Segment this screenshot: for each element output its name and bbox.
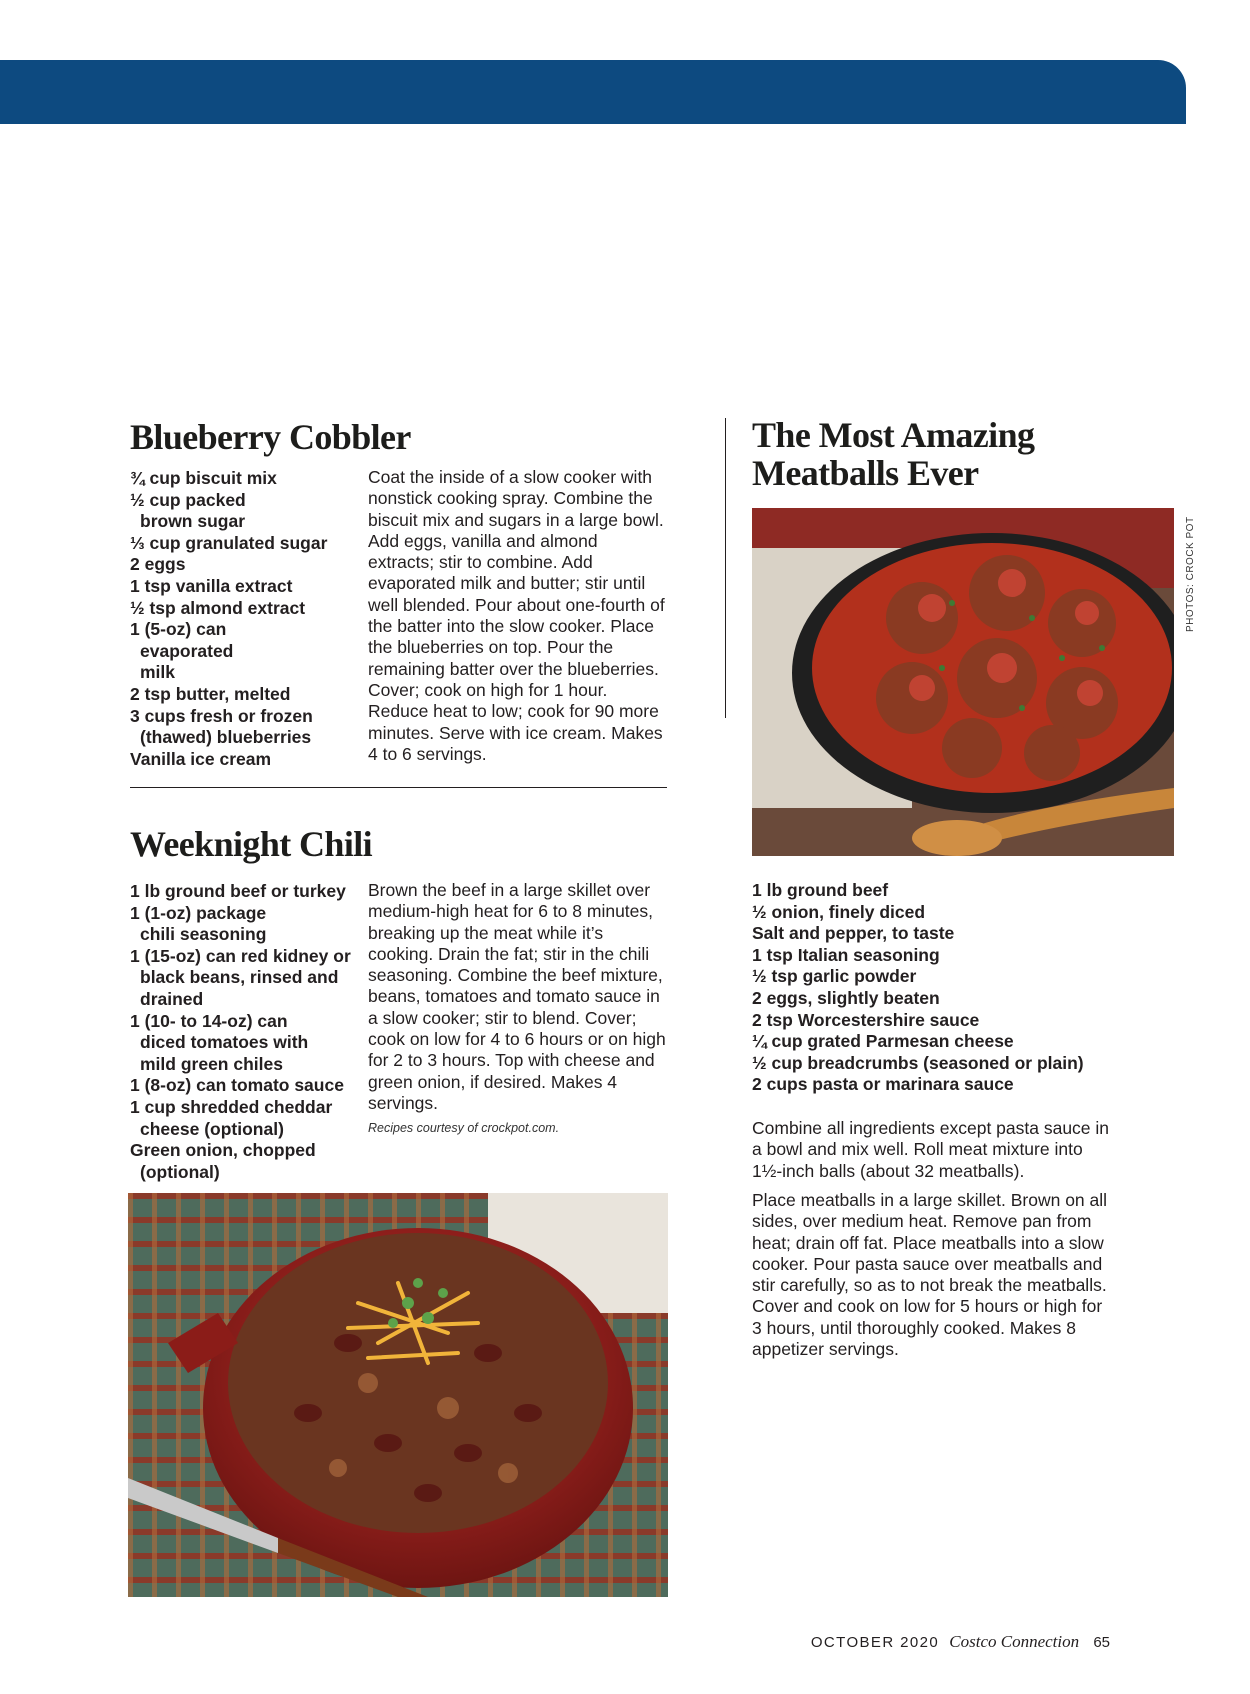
meatballs-title-line1: The Most Amazing bbox=[752, 415, 1035, 455]
magazine-name: Costco Connection bbox=[949, 1632, 1080, 1651]
section-divider bbox=[130, 787, 667, 788]
ingredient-item: 1 (15-oz) can red kidney or black beans, rinsed and drained bbox=[130, 945, 351, 1009]
cobbler-ingredients bbox=[130, 468, 345, 770]
column-divider bbox=[725, 418, 726, 718]
ingredient-item: ¼ cup grated Parmesan cheese bbox=[752, 1031, 1014, 1052]
chili-bowl-illustration bbox=[128, 1193, 668, 1597]
meatballs-directions-2: Place meatballs in a large skillet. Brown on all sides, over medium heat. Remove pan from heat; drain off fat. Place meatballs into a slow cooker. Pour pasta sauce over meatballs and stir carefully, so as to not break the meatballs. Cover and cook on low for 5 hours or high for 3 hours, until thoroughly cooked. Makes 8 appetizer servings. bbox=[752, 1190, 1108, 1360]
ingredient-item: ⅓ cup granulated sugar bbox=[130, 532, 328, 553]
photo-credit: PHOTOS: CROCK POT bbox=[1185, 516, 1196, 632]
ingredient-item: 2 eggs, slightly beaten bbox=[752, 987, 940, 1008]
chili-title: Weeknight Chili bbox=[130, 824, 373, 864]
ingredient-item: ½ cup breadcrumbs (seasoned or plain) bbox=[752, 1052, 1084, 1073]
ingredient-item: ½ cup packed brown sugar bbox=[130, 489, 246, 532]
ingredient-item: 1 tsp Italian seasoning bbox=[752, 944, 940, 965]
ingredient-item: 1 lb ground beef bbox=[752, 880, 889, 900]
chili-ingredients bbox=[130, 881, 360, 1183]
ingredient-item: ½ tsp almond extract bbox=[130, 597, 306, 618]
ingredient-item: 2 cups pasta or marinara sauce bbox=[752, 1074, 1014, 1095]
ingredient-item: ¾ cup biscuit mix bbox=[130, 468, 277, 488]
ingredient-item: 1 (1-oz) package chili seasoning bbox=[130, 902, 267, 945]
issue-date: OCTOBER 2020 bbox=[810, 1634, 940, 1651]
cobbler-title: Blueberry Cobbler bbox=[130, 417, 411, 457]
chili-directions: Brown the beef in a large skillet over medium-high heat for 6 to 8 minutes, breaking up the meat while it’s cooking. Drain the fat; stir in the chili seasoning. Combine the beef mixture, beans, tomatoes and tomato sauce in a slow cooker; stir to blend. Cover; cook on low for 4 to 6 hours or on high for 2 to 3 hours. Top with cheese and green onion, if desired. Makes 4 servings. bbox=[368, 880, 666, 1113]
ingredient-item: 1 tsp vanilla extract bbox=[130, 575, 293, 596]
ingredient-item: 1 (5-oz) can evaporated milk bbox=[130, 619, 234, 683]
page-number: 65 bbox=[1093, 1634, 1110, 1651]
ingredient-item: 1 (8-oz) can tomato sauce bbox=[130, 1075, 344, 1096]
ingredient-item: ½ tsp garlic powder bbox=[752, 966, 917, 987]
ingredient-item: 2 tsp butter, melted bbox=[130, 683, 291, 704]
ingredient-item: 1 (10- to 14-oz) can diced tomatoes with mild green chiles bbox=[130, 1010, 309, 1074]
meatballs-pan-illustration bbox=[752, 508, 1174, 856]
ingredient-item: Vanilla ice cream bbox=[130, 748, 272, 769]
ingredient-item: Green onion, chopped (optional) bbox=[130, 1140, 316, 1182]
ingredient-item: 1 lb ground beef or turkey bbox=[130, 881, 346, 901]
meatballs-photo bbox=[752, 508, 1174, 856]
page-footer bbox=[811, 1632, 1110, 1652]
ingredient-item: 3 cups fresh or frozen (thawed) blueberries bbox=[130, 705, 313, 748]
chili-photo bbox=[128, 1193, 668, 1597]
ingredient-item: Salt and pepper, to taste bbox=[752, 923, 955, 944]
recipe-credit: Recipes courtesy of crockpot.com. bbox=[368, 1121, 560, 1135]
ingredient-item: 2 eggs bbox=[130, 554, 186, 575]
ingredient-item: 1 cup shredded cheddar cheese (optional) bbox=[130, 1096, 333, 1139]
cobbler-directions: Coat the inside of a slow cooker with nonstick cooking spray. Combine the biscuit mix and sugars in a large bowl. Add eggs, vanilla and almond extracts; stir to combine. Add evaporated milk and butter; stir until well blended. Pour about one-fourth of the batter into the slow cooker. Place the blueberries on top. Pour the remaining batter over the blueberries. Cover; cook on high for 1 hour. Reduce heat to low; cook for 90 more minutes. Serve with ice cream. Makes 4 to 6 servings. bbox=[368, 467, 665, 764]
header-banner bbox=[0, 60, 1186, 124]
ingredient-item: ½ onion, finely diced bbox=[752, 901, 926, 922]
meatballs-title-line2: Meatballs Ever bbox=[752, 453, 979, 493]
meatballs-ingredients bbox=[752, 880, 1172, 1096]
meatballs-directions-1: Combine all ingredients except pasta sauce in a bowl and mix well. Roll meat mixture into 1½-inch balls (about 32 meatballs). bbox=[752, 1118, 1110, 1181]
ingredient-item: 2 tsp Worcestershire sauce bbox=[752, 1009, 980, 1030]
